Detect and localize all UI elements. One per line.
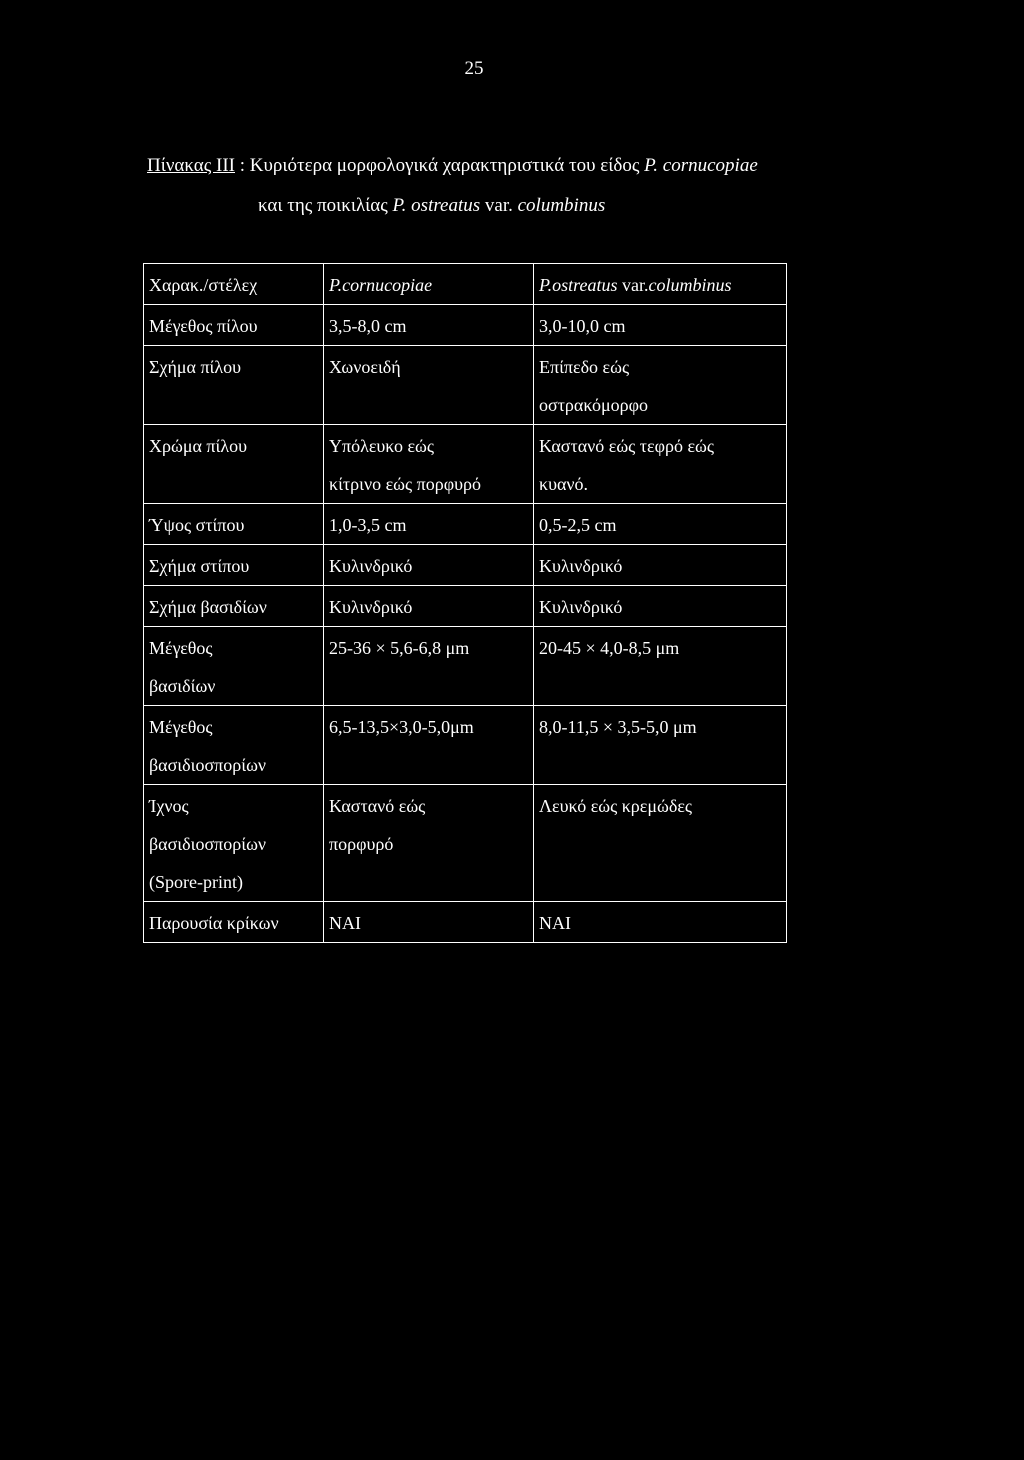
- variety-name: columbinus: [517, 195, 606, 216]
- cell-text: Επίπεδο εώς: [539, 357, 630, 377]
- cornucopiae-cell: [324, 706, 534, 785]
- table-row: [144, 545, 787, 586]
- cell-text: 6,5-13,5×3,0-5,0μm: [329, 717, 474, 737]
- row-label-cell: [144, 627, 324, 706]
- cornucopiae-cell: [324, 305, 534, 346]
- cell-text: Χωνοειδή: [329, 357, 401, 377]
- header-species-2-name: P.ostreatus: [539, 275, 618, 295]
- cell-text: Παρουσία κρίκων: [149, 913, 279, 933]
- species-name: P. cornucopiae: [644, 155, 758, 176]
- ostreatus-cell: [534, 346, 787, 425]
- cell-text: Σχήμα πίλου: [149, 357, 242, 377]
- cell-text: 0,5-2,5 cm: [539, 515, 617, 535]
- cell-text: Μέγεθος: [149, 717, 213, 737]
- cell-text: κίτρινο εώς πορφυρό: [329, 474, 481, 494]
- row-label-cell: [144, 902, 324, 943]
- table-row: [144, 305, 787, 346]
- cell-text: βασιδίων: [149, 676, 216, 696]
- row-label-cell: [144, 785, 324, 902]
- cell-text: Κυλινδρικό: [329, 556, 413, 576]
- row-label-cell: [144, 305, 324, 346]
- header-var: var.: [617, 275, 649, 295]
- cornucopiae-cell: [324, 902, 534, 943]
- morphology-table: [143, 263, 787, 943]
- ostreatus-cell: [534, 902, 787, 943]
- cornucopiae-cell: [324, 586, 534, 627]
- ostreatus-cell: [534, 586, 787, 627]
- cell-text: 25-36 × 5,6-6,8 μm: [329, 638, 470, 658]
- row-label-cell: [144, 586, 324, 627]
- cell-text: Ύψος στίπου: [149, 515, 245, 535]
- table-body: [144, 305, 787, 943]
- page-number: 25: [464, 58, 484, 79]
- ostreatus-cell: [534, 785, 787, 902]
- cornucopiae-cell: [324, 627, 534, 706]
- header-variety: columbinus: [648, 275, 732, 295]
- header-characteristic: Χαρακ./στέλεχ: [144, 264, 324, 305]
- header-species-2: [534, 264, 787, 305]
- cornucopiae-cell: [324, 425, 534, 504]
- cornucopiae-cell: [324, 785, 534, 902]
- ostreatus-cell: [534, 627, 787, 706]
- row-label-cell: [144, 425, 324, 504]
- cell-text: Υπόλευκο εώς: [329, 436, 434, 456]
- cell-text: 20-45 × 4,0-8,5 μm: [539, 638, 680, 658]
- cell-text: (Spore-print): [149, 872, 243, 892]
- cell-text: Ίχνος: [149, 796, 189, 816]
- cell-text: Καστανό εώς τεφρό εώς: [539, 436, 714, 456]
- table-row: [144, 902, 787, 943]
- ostreatus-cell: [534, 545, 787, 586]
- table-row: [144, 706, 787, 785]
- ostreatus-cell: [534, 425, 787, 504]
- table-caption-line-2: [258, 195, 605, 217]
- caption-text: : Κυριότερα μορφολογικά χαρακτηριστικά του είδος: [235, 155, 645, 176]
- ostreatus-cell: [534, 706, 787, 785]
- cell-text: Μέγεθος: [149, 638, 213, 658]
- table-row: [144, 586, 787, 627]
- cell-text: Σχήμα στίπου: [149, 556, 250, 576]
- table-row: [144, 627, 787, 706]
- table-row: [144, 785, 787, 902]
- cell-text: 8,0-11,5 × 3,5-5,0 μm: [539, 717, 697, 737]
- cornucopiae-cell: [324, 504, 534, 545]
- table-header-row: [144, 264, 787, 305]
- cell-text: 1,0-3,5 cm: [329, 515, 407, 535]
- row-label-cell: [144, 545, 324, 586]
- cell-text: Καστανό εώς: [329, 796, 426, 816]
- ostreatus-cell: [534, 504, 787, 545]
- cornucopiae-cell: [324, 346, 534, 425]
- caption-prefix: και της ποικιλίας: [258, 195, 393, 216]
- cell-text: Σχήμα βασιδίων: [149, 597, 267, 617]
- cell-text: βασιδιοσπορίων: [149, 834, 267, 854]
- cell-text: Χρώμα πίλου: [149, 436, 247, 456]
- ostreatus-cell: [534, 305, 787, 346]
- cell-text: 3,0-10,0 cm: [539, 316, 626, 336]
- row-label-cell: [144, 346, 324, 425]
- cell-text: Κυλινδρικό: [539, 556, 623, 576]
- cornucopiae-cell: [324, 545, 534, 586]
- cell-text: ΝΑΙ: [329, 913, 361, 933]
- table-row: [144, 346, 787, 425]
- row-label-cell: [144, 706, 324, 785]
- cell-text: πορφυρό: [329, 834, 394, 854]
- table-row: [144, 504, 787, 545]
- cell-text: βασιδιοσπορίων: [149, 755, 267, 775]
- cell-text: 3,5-8,0 cm: [329, 316, 407, 336]
- table-caption-line-1: [147, 155, 758, 177]
- cell-text: Κυλινδρικό: [539, 597, 623, 617]
- header-species-1: P.cornucopiae: [324, 264, 534, 305]
- species-name-2: P. ostreatus: [392, 195, 481, 216]
- table-row: [144, 425, 787, 504]
- row-label-cell: [144, 504, 324, 545]
- cell-text: κυανό.: [539, 474, 589, 494]
- cell-text: Κυλινδρικό: [329, 597, 413, 617]
- var-text: var.: [480, 195, 518, 216]
- cell-text: Λευκό εώς κρεμώδες: [539, 796, 693, 816]
- cell-text: Μέγεθος πίλου: [149, 316, 258, 336]
- cell-text: ΝΑΙ: [539, 913, 571, 933]
- table-label: Πίνακας III: [147, 155, 235, 176]
- cell-text: οστρακόμορφο: [539, 395, 649, 415]
